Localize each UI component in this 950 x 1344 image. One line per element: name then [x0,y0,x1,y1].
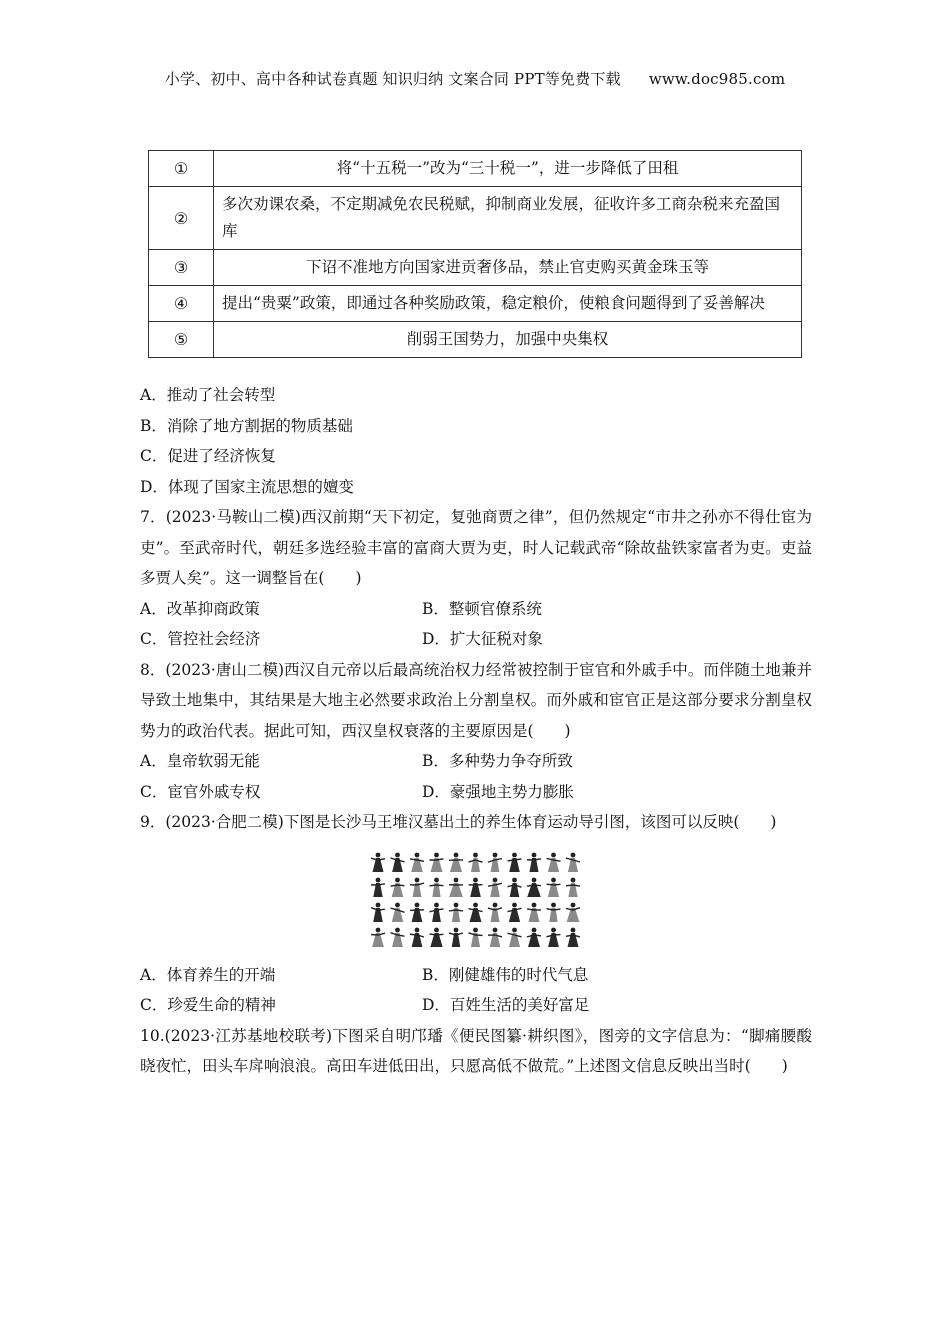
row-number: ② [149,187,214,250]
row-number: ④ [149,286,214,322]
q8-options-row-1 [140,746,812,777]
q9-option-d: D．百姓生活的美好富足 [422,996,590,1014]
q7-stem: 7．(2023·马鞍山二模)西汉前期“天下初定，复弛商贾之律”，但仍然规定“市井之孙亦不得仕宦为吏”。至武帝时代，朝廷多选经验丰富的富商大贾为吏，时人记载武帝“除故盐铁家富者为吏。吏益多贾人矣”。这一调整旨在( ) [140,508,812,587]
daoyin-figure [566,877,580,896]
daoyin-figure [566,927,580,946]
daoyin-figure [391,852,405,871]
q7-options-row-1 [140,594,812,625]
q9-option-a: A．体育养生的开端 [140,965,276,984]
daoyin-figure [449,927,463,946]
daoyin-figure [547,902,561,921]
row-number: ① [149,151,214,187]
row-number: ⑤ [149,322,214,358]
daoyin-figure [449,902,463,921]
q6-option-d: D．体现了国家主流思想的嬗变 [140,477,354,496]
table-row [149,250,802,286]
daoyin-figure [469,927,483,946]
daoyin-figure [430,877,444,896]
daoyin-figure [430,852,444,871]
daoyin-figure [508,902,522,921]
q8-stem: 8．(2023·唐山二模)西汉自元帝以后最高统治权力经常被控制于宦官和外戚手中。而伴随土地兼并导致土地集中，其结果是大地主必然要求政治上分割皇权。而外戚和宦官正是这部分要求分割皇权势力的政治代表。据此可知，西汉皇权衰落的主要原因是( ) [140,660,812,740]
q8-option-d: D．豪强地主势力膨胀 [422,782,574,801]
q8-option-c: C．宦官外戚专权 [140,782,261,801]
daoyin-figure-image [368,848,588,952]
header-text: 小学、初中、高中各种试卷真题 知识归纳 文案合同 PPT等免费下载 [164,70,621,88]
daoyin-figure [410,927,424,946]
daoyin-figure [410,902,424,921]
daoyin-figure [430,902,444,921]
policy-table [148,150,802,358]
q7-options-row-2 [140,624,812,655]
daoyin-figure [430,927,444,946]
table-row [149,151,802,187]
daoyin-figure [508,927,522,946]
daoyin-figure [547,852,561,871]
daoyin-figures-icon [368,848,588,952]
daoyin-figure [469,852,483,871]
daoyin-figure [410,852,424,871]
daoyin-figure [488,927,502,946]
q9-stem: 9．(2023·合肥二模)下图是长沙马王堆汉墓出土的养生体育运动导引图，该图可以反映( ) [140,813,777,831]
q10-stem: 10.(2023·江苏基地校联考)下图采自明邝璠《便民图纂·耕织图》，图旁的文字信息为：“脚痛腰酸晓夜忙，田头车戽响浪浪。高田车进低田出，只愿高低不做荒。”上述图文信息反映出当时( ) [140,1026,812,1075]
q7-option-a: A．改革抑商政策 [140,599,260,618]
q6-option-c: C．促进了经济恢复 [140,447,276,465]
row-text: 多次劝课农桑，不定期减免农民税赋，抑制商业发展，征收许多工商杂税来充盈国库 [214,187,802,250]
daoyin-figure [527,902,541,921]
daoyin-figure [527,877,541,896]
daoyin-figure [449,852,463,871]
daoyin-figure [527,927,541,946]
daoyin-figure [508,852,522,871]
daoyin-figure [449,877,463,896]
question-content [140,380,812,1082]
table-row [149,322,802,358]
q8-options-row-2 [140,777,812,808]
table-row [149,286,802,322]
daoyin-figure [508,877,522,896]
row-text: 提出“贵粟”政策，即通过各种奖励政策，稳定粮价，使粮食问题得到了妥善解决 [214,286,802,322]
daoyin-figure [371,927,385,946]
daoyin-figure [527,852,541,871]
daoyin-figure [547,927,561,946]
q9-option-c: C．珍爱生命的精神 [140,996,276,1014]
daoyin-figure [469,877,483,896]
row-text: 将“十五税一”改为“三十税一”，进一步降低了田租 [214,151,802,187]
daoyin-figure [566,852,580,871]
q6-option-a: A．推动了社会转型 [140,386,276,404]
q6-option-b: B．消除了地方割据的物质基础 [140,416,353,435]
daoyin-figure [488,877,502,896]
daoyin-figure [371,877,385,896]
daoyin-figure [469,902,483,921]
q7-option-c: C．管控社会经济 [140,630,261,648]
q7-option-b: B．整顿官僚系统 [422,599,542,618]
q9-options-row-2 [140,990,812,1021]
daoyin-figure [488,902,502,921]
page-header [0,68,950,89]
q9-option-b: B．刚健雄伟的时代气息 [422,965,589,984]
q9-options-row-1 [140,960,812,991]
daoyin-figure [566,902,580,921]
q8-option-a: A．皇帝软弱无能 [140,752,260,770]
daoyin-figure [391,877,405,896]
table-row [149,187,802,250]
daoyin-figure [371,852,385,871]
daoyin-figure [371,902,385,921]
daoyin-figure [391,927,405,946]
row-text: 削弱王国势力，加强中央集权 [214,322,802,358]
daoyin-figure [488,852,502,871]
q8-option-b: B．多种势力争夺所致 [422,752,573,770]
row-text: 下诏不准地方向国家进贡奢侈品，禁止官吏购买黄金珠玉等 [214,250,802,286]
q7-option-d: D．扩大征税对象 [422,630,543,648]
row-number: ③ [149,250,214,286]
daoyin-figure [391,902,405,921]
daoyin-figure [410,877,424,896]
daoyin-figure [547,877,561,896]
header-site[interactable]: www.doc985.com [648,70,786,88]
